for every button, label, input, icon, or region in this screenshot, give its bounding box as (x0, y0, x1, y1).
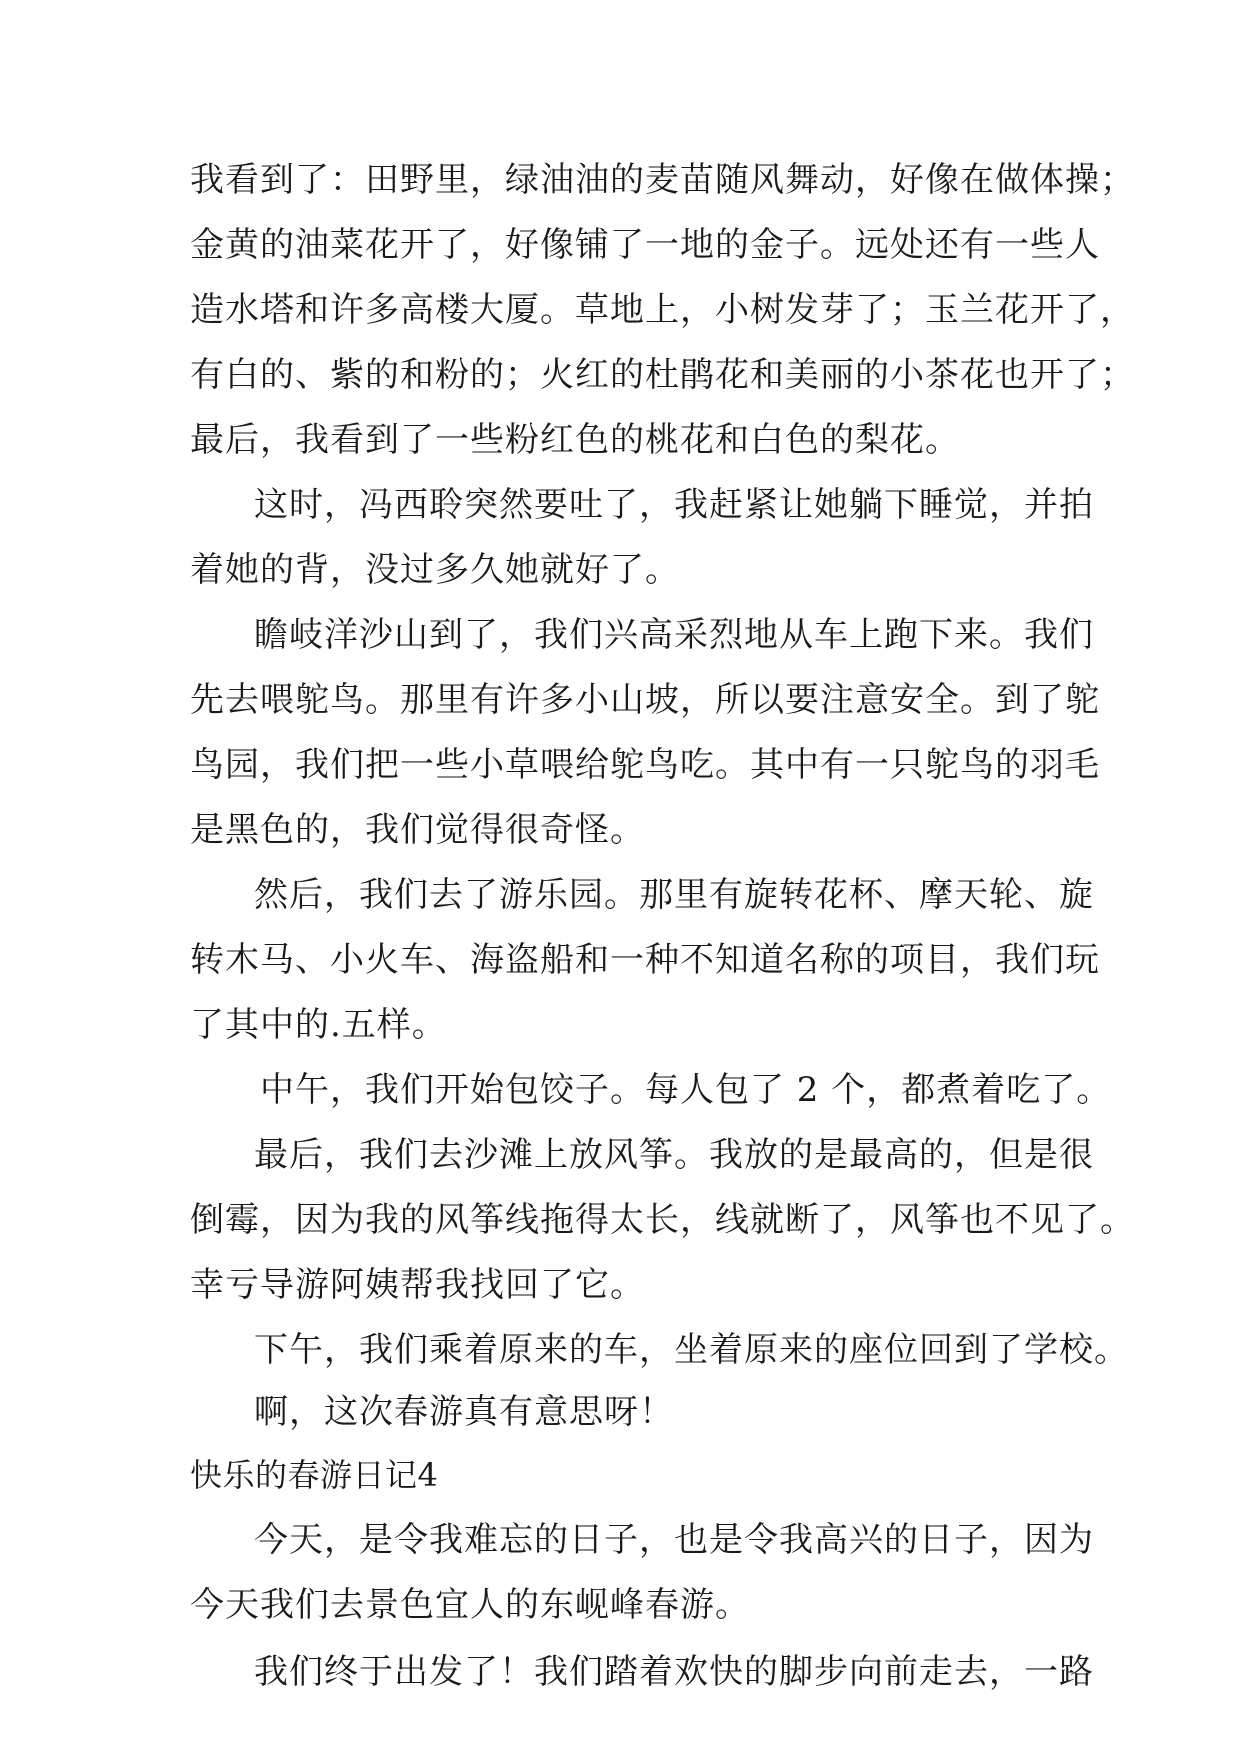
paragraph-first-line: 最后，我们去沙滩上放风筝。我放的是最高的，但是很 (254, 1135, 1094, 1175)
paragraph-first-line: 下午，我们乘着原来的车，坐着原来的座位回到了学校。 (254, 1330, 1129, 1370)
text-line: 着她的背，没过多久她就好了。 (190, 550, 680, 590)
text-line: 转木马、小火车、海盗船和一种不知道名称的项目，我们玩 (190, 940, 1100, 980)
text-line: 鸟园，我们把一些小草喂给鸵鸟吃。其中有一只鸵鸟的羽毛 (190, 745, 1100, 785)
paragraph-first-line: 中午，我们开始包饺子。每人包了 2 个，都煮着吃了。 (260, 1070, 1112, 1110)
text-line: 幸亏导游阿姨帮我找回了它。 (190, 1265, 645, 1305)
text-line: 今天我们去景色宜人的东岘峰春游。 (190, 1585, 750, 1625)
paragraph-first-line: 然后，我们去了游乐园。那里有旋转花杯、摩天轮、旋 (254, 875, 1094, 915)
section-heading: 快乐的春游日记4 (190, 1456, 439, 1494)
paragraph-first-line: 瞻岐洋沙山到了，我们兴高采烈地从车上跑下来。我们 (254, 615, 1094, 655)
paragraph-first-line: 今天，是令我难忘的日子，也是令我高兴的日子，因为 (254, 1520, 1094, 1560)
text-line: 造水塔和许多高楼大厦。草地上，小树发芽了；玉兰花开了， (190, 290, 1135, 330)
text-line: 了其中的.五样。 (190, 1005, 447, 1045)
paragraph-first-line: 啊，这次春游真有意思呀！ (254, 1392, 674, 1432)
text-line: 有白的、紫的和粉的；火红的杜鹃花和美丽的小茶花也开了； (190, 355, 1135, 395)
paragraph-first-line: 我们终于出发了！我们踏着欢快的脚步向前走去，一路 (254, 1652, 1094, 1692)
text-line: 倒霉，因为我的风筝线拖得太长，线就断了，风筝也不见了。 (190, 1200, 1135, 1240)
paragraph-first-line: 这时，冯西聆突然要吐了，我赶紧让她躺下睡觉，并拍 (254, 485, 1094, 525)
text-line: 是黑色的，我们觉得很奇怪。 (190, 810, 645, 850)
text-line: 先去喂鸵鸟。那里有许多小山坡，所以要注意安全。到了鸵 (190, 680, 1100, 720)
text-line: 我看到了：田野里，绿油油的麦苗随风舞动，好像在做体操； (190, 160, 1135, 200)
text-line: 最后，我看到了一些粉红色的桃花和白色的梨花。 (190, 420, 960, 460)
text-line: 金黄的油菜花开了，好像铺了一地的金子。远处还有一些人 (190, 225, 1100, 265)
